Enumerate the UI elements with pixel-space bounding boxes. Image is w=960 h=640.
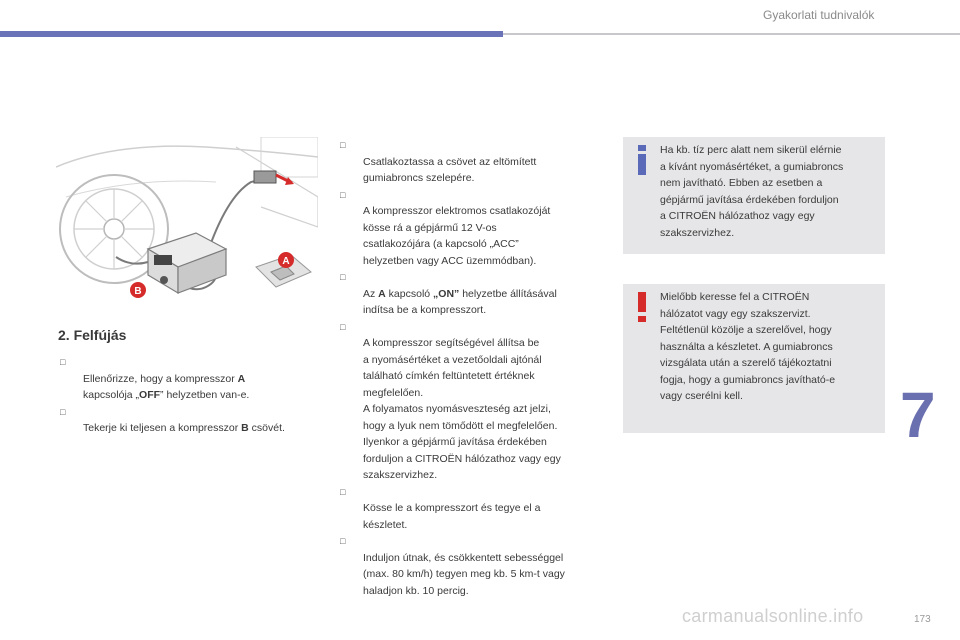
chapter-number: 7 (900, 379, 936, 451)
list-item: □ A kompresszor elektromos csatlakozóját kösse rá a gépjármű 12 V-os csatlakozójára (a kapcsoló „ACC” helyzetben vagy ACC üzemmódban). (340, 187, 610, 270)
section-heading: 2. Felfújás (58, 327, 127, 343)
checkbox-bullet-icon: □ (340, 272, 346, 282)
label-a: A (282, 256, 290, 267)
info-box (623, 137, 885, 254)
left-steps-list (60, 354, 325, 437)
label-b: B (134, 286, 142, 297)
list-item: □ Ellenőrizze, hogy a kompresszor A kapcsolója „OFF” helyzetben van-e. (60, 354, 325, 404)
list-item: □ A kompresszor segítségével állítsa be a nyomásértéket a vezetőoldali ajtónál található címkén feltüntetett értéknek megfelelően. A folyamatos nyomásveszteség azt jelzi, hogy a lyuk nem tömődött el megfelelően. Ilyenkor a gépjármű javítása érdekében forduljon a CITROËN hálózathoz vagy egy szakszervizhez. (340, 319, 610, 484)
checkbox-bullet-icon: □ (60, 406, 66, 417)
section-title: Gyakorlati tudnivalók (763, 8, 875, 22)
list-item: □ Tekerje ki teljesen a kompresszor B csövét. (60, 404, 325, 437)
info-icon (635, 145, 649, 175)
middle-steps-list (340, 137, 610, 599)
compressor-illustration (56, 137, 318, 313)
checkbox-bullet-icon: □ (60, 357, 66, 367)
checkbox-bullet-icon: □ (340, 536, 346, 546)
warning-box-text: Mielőbb keresse fel a CITROËN hálózatot vagy egy szakszervizt. Feltétlenül közölje a szerelővel, hogy használta a készletet. A gumiabroncs vizsgálata után a szerelő tájékoztatni fogja, hogy a gumiabroncs javítható-e vagy cserélni kell. (660, 291, 836, 402)
checkbox-bullet-icon: □ (340, 189, 346, 200)
list-item: □ Az A kapcsoló „ON” helyzetbe állításával indítsa be a kompresszort. (340, 269, 610, 319)
checkbox-bullet-icon: □ (340, 321, 346, 332)
power-socket (254, 171, 294, 185)
info-box-text: Ha kb. tíz perc alatt nem sikerül elérnie a kívánt nyomásértéket, a gumiabroncs nem javítható. Ebben az esetben a gépjármű javítása érdekében forduljon a CITROËN hálózathoz vagy egy szakszervizhez. (660, 144, 844, 239)
list-item: □ Csatlakoztassa a csövet az eltömített gumiabroncs szelepére. (340, 137, 610, 187)
list-item: □ Induljon útnak, és csökkentett sebességgel (max. 80 km/h) tegyen meg kb. 5 km-t vagy haladjon kb. 10 percig. (340, 533, 610, 599)
header-accent-bar (0, 31, 503, 37)
warning-box (623, 284, 885, 433)
page-number: 173 (914, 614, 931, 625)
checkbox-bullet-icon: □ (340, 486, 346, 497)
list-item: □ Kösse le a kompresszort és tegye el a készletet. (340, 484, 610, 534)
compressor-unit (148, 233, 226, 293)
watermark: carmanualsonline.info (682, 606, 864, 626)
checkbox-bullet-icon: □ (340, 140, 346, 150)
header-rule (503, 33, 960, 35)
warning-icon (635, 292, 649, 322)
